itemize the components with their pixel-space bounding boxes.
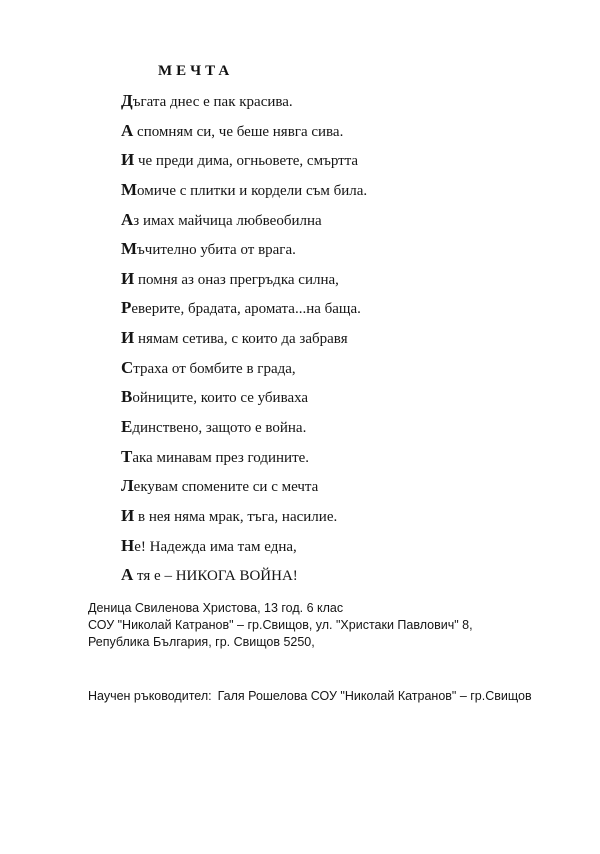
poem-line bbox=[121, 353, 521, 383]
line-text: ойниците, които се убиваха bbox=[132, 390, 309, 407]
poem-line bbox=[121, 560, 521, 590]
poem-title: МЕЧТА bbox=[158, 63, 234, 79]
author-school-line: СОУ "Николай Катранов" – гр.Свищов, ул. "Христаки Павлович" 8, bbox=[88, 618, 473, 632]
line-initial: В bbox=[121, 387, 133, 407]
line-initial: Л bbox=[121, 476, 134, 496]
line-initial: А bbox=[121, 565, 134, 585]
advisor-value: Галя Рошелова СОУ "Николай Катранов" – гр.Свищов bbox=[217, 689, 532, 703]
line-initial: Р bbox=[121, 298, 132, 318]
poem-line bbox=[121, 145, 521, 175]
line-initial: А bbox=[121, 209, 134, 229]
author-name-line: Деница Свиленова Христова, 13 год. 6 клас bbox=[88, 601, 344, 615]
line-text: ъгата днес е пак красива. bbox=[132, 94, 293, 110]
line-text: в нея няма мрак, тъга, насилие. bbox=[134, 508, 338, 525]
poem-line bbox=[121, 412, 521, 442]
author-country-line: Република България, гр. Свищов 5250, bbox=[88, 635, 315, 649]
poem-line bbox=[121, 264, 521, 294]
poem-line bbox=[121, 86, 521, 116]
line-text: еверите, брадата, аромата...на баща. bbox=[131, 301, 361, 318]
line-text: з имах майчица любвеобилна bbox=[133, 212, 322, 229]
poem-line bbox=[121, 531, 521, 561]
line-text: помня аз оназ прегръдка силна, bbox=[134, 271, 339, 288]
line-initial: А bbox=[121, 120, 134, 140]
line-text: че преди дима, огньовете, смъртта bbox=[134, 153, 359, 170]
advisor-info bbox=[88, 688, 532, 705]
line-text: е! Надежда има там една, bbox=[134, 538, 297, 555]
poem-line bbox=[121, 471, 521, 501]
line-initial: И bbox=[121, 150, 135, 170]
poem-line bbox=[121, 501, 521, 531]
line-text: омиче с плитки и кордели съм била. bbox=[137, 182, 368, 199]
line-text: динствено, защото е война. bbox=[132, 420, 307, 437]
line-text: траха от бомбите в града, bbox=[133, 360, 296, 377]
line-text: нямам сетива, с които да забравя bbox=[134, 331, 348, 348]
line-initial: Н bbox=[121, 535, 135, 555]
poem-line bbox=[121, 293, 521, 323]
line-initial: М bbox=[121, 179, 138, 199]
line-initial: Т bbox=[121, 446, 133, 466]
poem-line bbox=[121, 175, 521, 205]
line-text: тя е – НИКОГА ВОЙНА! bbox=[133, 568, 298, 585]
line-initial: И bbox=[121, 328, 135, 348]
poem-line bbox=[121, 116, 521, 146]
line-initial: М bbox=[121, 239, 138, 259]
line-text: ака минавам през годините. bbox=[132, 449, 310, 466]
line-initial: Д bbox=[121, 91, 133, 110]
poem-line bbox=[121, 205, 521, 235]
line-initial: Е bbox=[121, 417, 133, 437]
author-info bbox=[88, 600, 473, 651]
line-initial: И bbox=[121, 268, 135, 288]
line-initial: И bbox=[121, 505, 135, 525]
line-initial: С bbox=[121, 357, 134, 377]
poem-line bbox=[121, 442, 521, 472]
poem-line bbox=[121, 234, 521, 264]
poem-line bbox=[121, 323, 521, 353]
poem-body bbox=[121, 86, 521, 590]
line-text: ъчително убита от врага. bbox=[137, 242, 296, 259]
poem-line bbox=[121, 382, 521, 412]
line-text: екувам спомените си с мечта bbox=[133, 479, 319, 496]
line-text: спомням си, че беше нявга сива. bbox=[133, 123, 344, 140]
advisor-label: Научен ръководител: bbox=[88, 689, 212, 703]
